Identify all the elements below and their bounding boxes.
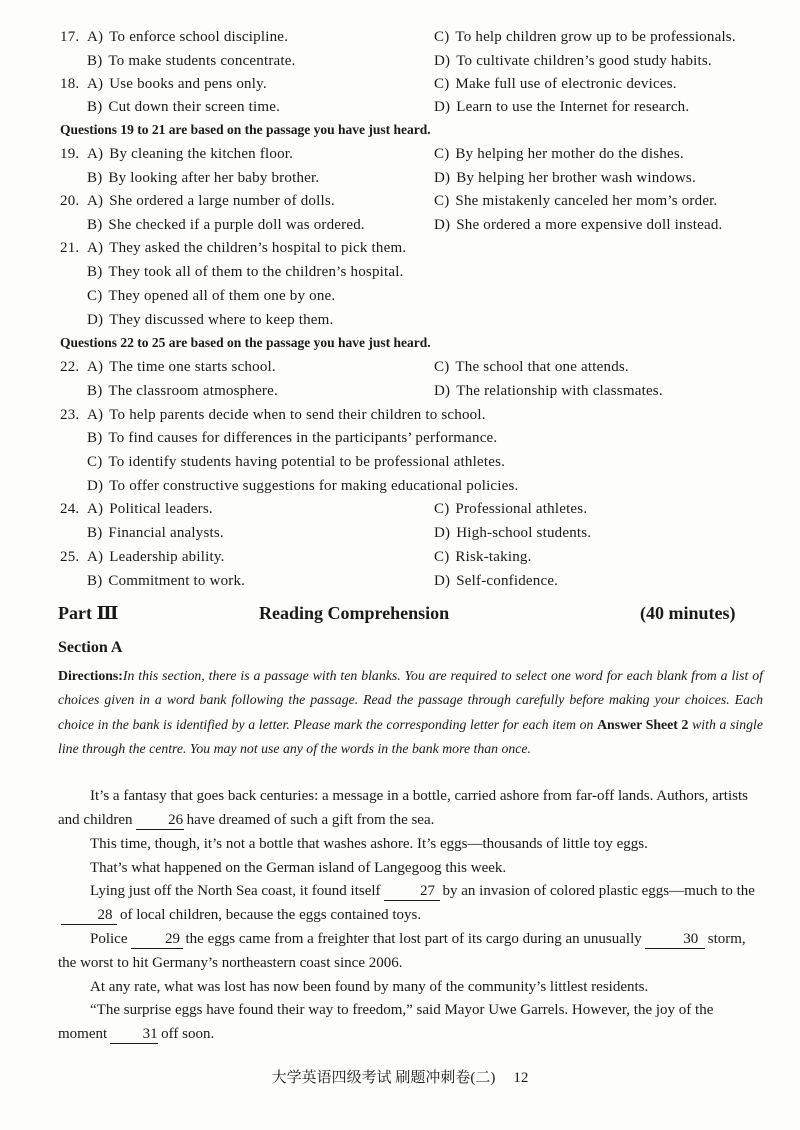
q23-option-b: B) To find causes for differences in the participants’ performance. [87, 430, 498, 446]
part-label: Part Ⅲ [58, 603, 119, 623]
q18-option-b: B) Cut down their screen time. [87, 99, 281, 115]
q18-option-d: D) Learn to use the Internet for research. [434, 99, 690, 115]
q23-option-d: D) To offer constructive suggestions for making educational policies. [87, 478, 519, 494]
passage-paragraph-1: It’s a fantasy that goes back centuries: a message in a bottle, carried ashore from far-off lands. Authors, artists and children 26 have dreamed of such a gift from the sea. [58, 788, 748, 828]
part-time: (40 minutes) [640, 603, 736, 623]
q22-option-b: B) The classroom atmosphere. [87, 383, 278, 399]
q25-option-a: 25. A) Leadership ability. [60, 549, 225, 565]
q22-option-c: C) The school that one attends. [434, 359, 629, 375]
q17-option-c: C) To help children grow up to be professionals. [434, 29, 736, 45]
q17-option-d: D) To cultivate children’s good study habits. [434, 53, 712, 69]
footer-title: 大学英语四级考试 刷题冲刺卷(二) [271, 1070, 496, 1086]
q17-option-b: B) To make students concentrate. [87, 53, 296, 69]
passage-paragraph-4: Lying just off the North Sea coast, it found itself 27 by an invasion of colored plastic eggs—much to the28 of local children, because the eggs contained toys. [58, 880, 763, 928]
q21-option-b: B) They took all of them to the children’s hospital. [87, 264, 404, 280]
q25-option-c: C) Risk-taking. [434, 549, 532, 565]
q25-option-d: D) Self-confidence. [434, 573, 559, 589]
q20-option-c: C) She mistakenly canceled her mom’s order. [434, 193, 718, 209]
answer-sheet-ref: Answer Sheet 2 [597, 716, 689, 732]
blank-30[interactable]: 30 [645, 930, 705, 949]
blank-27[interactable]: 27 [384, 882, 440, 901]
q23-option-a: 23. A) To help parents decide when to send their children to school. [60, 407, 486, 423]
blank-29[interactable]: 29 [131, 930, 183, 949]
q19-option-b: B) By looking after her baby brother. [87, 170, 320, 186]
q24-option-a: 24. A) Political leaders. [60, 501, 213, 517]
blank-26[interactable]: 26 [136, 811, 184, 830]
q17-option-a: 17. A) To enforce school discipline. [60, 29, 289, 45]
page-number: 12 [513, 1070, 529, 1086]
q19-option-d: D) By helping her brother wash windows. [434, 170, 696, 186]
directions-text-2: with a single line through the centre. You may not use any of the words in the bank more than once. [58, 716, 763, 756]
q21-option-a: 21. A) They asked the children’s hospital to pick them. [60, 240, 407, 256]
blank-31[interactable]: 31 [110, 1025, 158, 1044]
questions-19-21-heading: Questions 19 to 21 are based on the passage you have just heard. [60, 122, 431, 137]
q24-option-b: B) Financial analysts. [87, 525, 224, 541]
q24-option-d: D) High-school students. [434, 525, 592, 541]
q22-option-a: 22. A) The time one starts school. [60, 359, 276, 375]
directions-text-1: In this section, there is a passage with ten blanks. You are required to select one word for each blank from a list of choices given in a word bank following the passage. Read the passage through carefully before making your choices. Each choice in the bank is identified by a letter. Please mark the corresponding letter for each item on [58, 668, 763, 732]
passage-paragraph-5: Police 29 the eggs came from a freighter that lost part of its cargo during an unusually 30 storm, the worst to hit Germany’s northeastern coast since 2006. [58, 931, 746, 971]
directions [58, 664, 763, 761]
q20-option-b: B) She checked if a purple doll was ordered. [87, 217, 365, 233]
page-footer [0, 1066, 800, 1087]
q19-option-a: 19. A) By cleaning the kitchen floor. [60, 146, 294, 162]
q19-option-c: C) By helping her mother do the dishes. [434, 146, 684, 162]
q18-option-a: 18. A) Use books and pens only. [60, 76, 267, 92]
q18-option-c: C) Make full use of electronic devices. [434, 76, 677, 92]
q21-option-c: C) They opened all of them one by one. [87, 288, 336, 304]
q20-option-d: D) She ordered a more expensive doll instead. [434, 217, 723, 233]
q24-option-c: C) Professional athletes. [434, 501, 588, 517]
section-title: Section A [58, 639, 123, 656]
q22-option-d: D) The relationship with classmates. [434, 383, 663, 399]
passage-paragraph-6: At any rate, what was lost has now been found by many of the community’s littlest residents. [90, 979, 649, 995]
q23-option-c: C) To identify students having potential to be professional athletes. [87, 454, 506, 470]
q21-option-d: D) They discussed where to keep them. [87, 312, 334, 328]
passage-paragraph-2: This time, though, it’s not a bottle that washes ashore. It’s eggs—thousands of little toy eggs. [90, 836, 648, 852]
part-title: Reading Comprehension [259, 603, 450, 623]
questions-22-25-heading: Questions 22 to 25 are based on the passage you have just heard. [60, 335, 431, 350]
q20-option-a: 20. A) She ordered a large number of dolls. [60, 193, 335, 209]
passage-paragraph-3: That’s what happened on the German island of Langegoog this week. [90, 860, 507, 876]
passage-paragraph-7: “The surprise eggs have found their way to freedom,” said Mayor Uwe Garrels. However, the joy of the moment 31 off soon. [58, 1002, 714, 1042]
q25-option-b: B) Commitment to work. [87, 573, 246, 589]
directions-lead: Directions: [58, 668, 123, 683]
blank-28[interactable]: 28 [61, 906, 117, 925]
